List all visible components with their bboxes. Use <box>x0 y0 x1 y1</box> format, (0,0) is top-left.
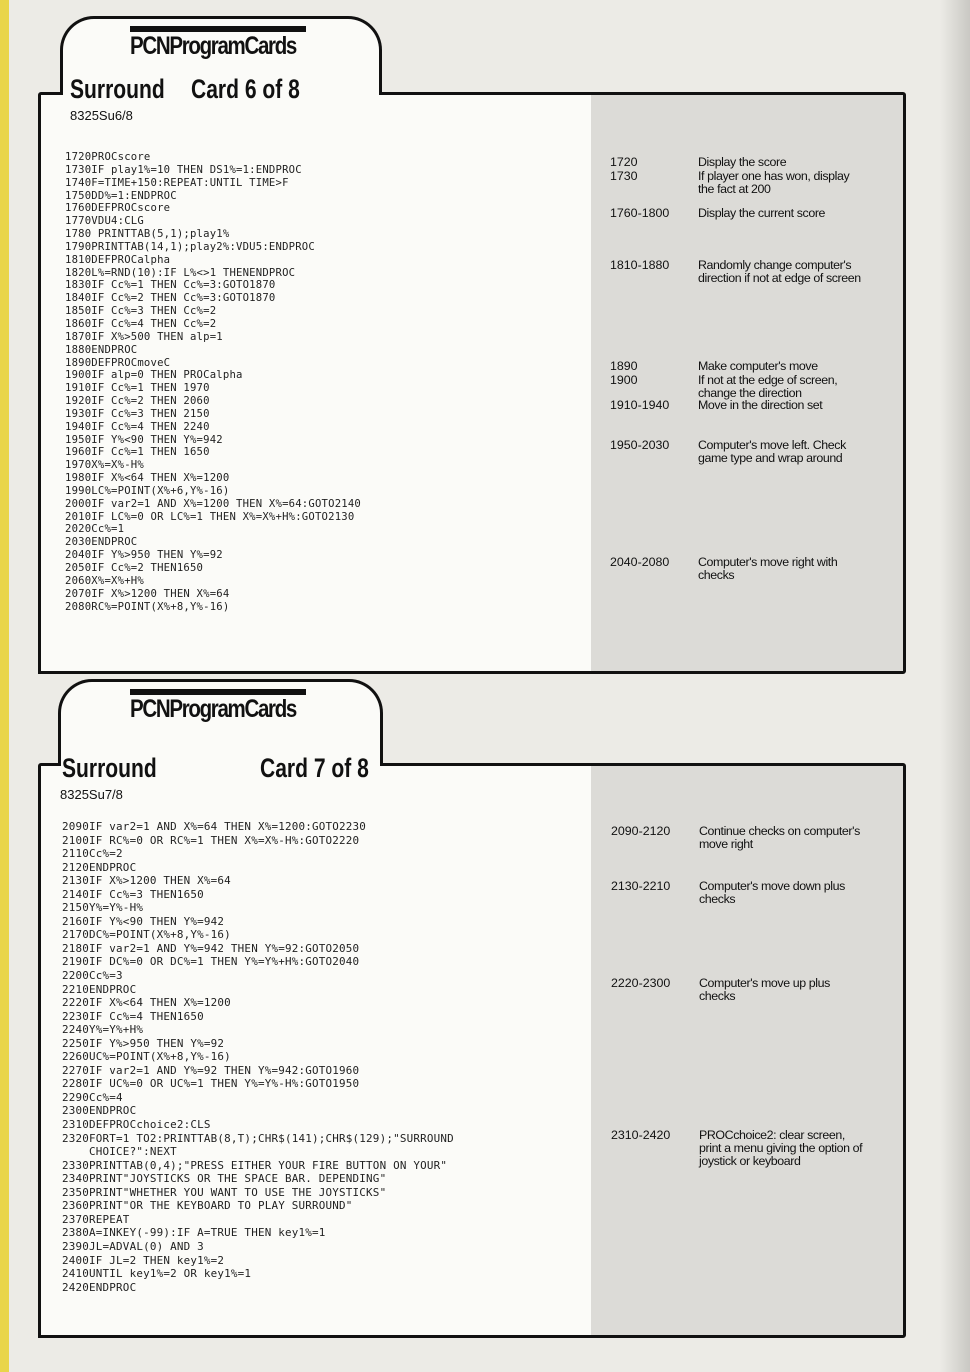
code-line: 1750DD%=1:ENDPROC <box>65 189 177 202</box>
description-line: Randomly change computer's <box>698 258 852 272</box>
line-range: 1890 <box>610 359 638 373</box>
code-line: 2090IF var2=1 AND X%=64 THEN X%=1200:GOTO2230 <box>62 820 367 833</box>
code-line: 1820L%=RND(10):IF L%<>1 THENENDPROC <box>65 266 296 279</box>
code-line: 2120ENDPROC <box>62 860 137 874</box>
line-description <box>699 977 879 1003</box>
code-line: 1940IF Cc%=4 THEN 2240 <box>65 420 210 433</box>
code-line: 1810DEFPROCalpha <box>65 253 171 266</box>
description-line: the fact at 200 <box>698 182 771 196</box>
code-line: 2290Cc%=4 <box>62 1090 123 1104</box>
code-line: 1850IF Cc%=3 THEN Cc%=2 <box>65 305 217 318</box>
code-line: 2410UNTIL key1%=2 OR key1%=1 <box>62 1267 252 1281</box>
line-description <box>698 170 878 196</box>
code-line: 1720PROCscore <box>65 151 151 163</box>
line-range: 1810-1880 <box>610 258 670 272</box>
code-line: 1910IF Cc%=1 THEN 1970 <box>65 382 210 395</box>
line-description <box>698 156 878 169</box>
code-line: 2400IF JL=2 THEN key1%=2 <box>62 1253 225 1267</box>
line-description <box>699 1129 879 1168</box>
line-range: 1900 <box>610 373 638 387</box>
code-line: 2060X%=X%+H% <box>65 574 144 587</box>
card-number: Card 6 of 8 <box>191 74 300 104</box>
line-range: 2310-2420 <box>611 1128 671 1142</box>
code-line: 2320FORT=1 TO2:PRINTTAB(8,T);CHR$(141);CHR$(129);"SURROUND <box>62 1131 454 1145</box>
code-line: 2420ENDPROC <box>62 1280 137 1294</box>
pcn-logo: PCNProgramCards <box>130 32 297 60</box>
code-line: 2340PRINT"JOYSTICKS OR THE SPACE BAR. DEPENDING" <box>62 1172 387 1186</box>
code-line: 2150Y%=Y%-H% <box>62 901 144 915</box>
description-line: If player one has won, display <box>698 169 850 183</box>
description-line: direction if not at edge of screen <box>698 271 861 285</box>
line-range: 2090-2120 <box>611 824 671 838</box>
code-line: 2230IF Cc%=4 THEN1650 <box>62 1009 204 1023</box>
program-listing <box>65 151 361 613</box>
line-description <box>698 374 878 400</box>
code-line: 2140IF Cc%=3 THEN1650 <box>62 887 204 901</box>
code-line: 2050IF Cc%=2 THEN1650 <box>65 562 204 574</box>
code-line: 1990LC%=POINT(X%+6,Y%-16) <box>65 484 230 497</box>
line-range: 1910-1940 <box>610 398 670 412</box>
description-line: Make computer's move <box>698 359 818 373</box>
code-line: 2210ENDPROC <box>62 982 137 996</box>
code-line: 2110Cc%=2 <box>62 847 123 861</box>
code-line: 1930IF Cc%=3 THEN 2150 <box>65 407 210 420</box>
code-line: 1950IF Y%<90 THEN Y%=942 <box>65 433 223 446</box>
code-line: 1760DEFPROCscore <box>65 202 171 215</box>
line-description <box>698 259 878 285</box>
description-line: game type and wrap around <box>698 451 843 465</box>
code-line: 2190IF DC%=0 OR DC%=1 THEN Y%=Y%+H%:GOTO2040 <box>62 955 360 969</box>
code-line: 2300ENDPROC <box>62 1104 137 1118</box>
code-line: 2160IF Y%<90 THEN Y%=942 <box>62 914 225 928</box>
code-line: 1740F=TIME+150:REPEAT:UNTIL TIME>F <box>65 176 289 189</box>
line-range: 1950-2030 <box>610 438 670 452</box>
code-line: 2180IF var2=1 AND Y%=942 THEN Y%=92:GOTO2050 <box>62 941 360 955</box>
code-line: 2220IF X%<64 THEN X%=1200 <box>62 996 231 1010</box>
code-line: 2360PRINT"OR THE KEYBOARD TO PLAY SURROUND" <box>62 1199 353 1213</box>
code-line: 1920IF Cc%=2 THEN 2060 <box>65 395 210 408</box>
code-line: 2350PRINT"WHETHER YOU WANT TO USE THE JOYSTICKS" <box>62 1185 387 1199</box>
description-line: move right <box>699 837 753 851</box>
code-line: 2310DEFPROCchoice2:CLS <box>62 1118 211 1132</box>
line-range: 2220-2300 <box>611 976 671 990</box>
description-line: Computer's move down plus <box>699 879 845 893</box>
line-range: 2040-2080 <box>610 555 670 569</box>
code-line: 1860IF Cc%=4 THEN Cc%=2 <box>65 317 217 330</box>
description-line: Computer's move up plus <box>699 976 830 990</box>
code-line: 2250IF Y%>950 THEN Y%=92 <box>62 1036 225 1050</box>
code-line: 1830IF Cc%=1 THEN Cc%=3:GOTO1870 <box>65 279 276 292</box>
description-line: Continue checks on computer's <box>699 824 860 838</box>
code-line: 1960IF Cc%=1 THEN 1650 <box>65 446 210 459</box>
description-line: Display the score <box>698 155 787 169</box>
code-line: 2000IF var2=1 AND X%=1200 THEN X%=64:GOTO2140 <box>65 497 362 510</box>
code-line: 2330PRINTTAB(0,4);"PRESS EITHER YOUR FIRE BUTTON ON YOUR" <box>62 1158 448 1172</box>
code-line: 2370REPEAT <box>62 1212 130 1226</box>
line-description <box>699 880 879 906</box>
page-fold-shadow <box>940 0 970 1372</box>
pcn-logo: PCNProgramCards <box>130 695 297 723</box>
code-line: 2080RC%=POINT(X%+8,Y%-16) <box>65 600 230 613</box>
code-line: 2040IF Y%>950 THEN Y%=92 <box>65 549 223 562</box>
description-line: PROCchoice2: clear screen, <box>699 1128 845 1142</box>
card-code-id: 8325Su6/8 <box>70 108 133 123</box>
line-range: 1760-1800 <box>610 206 670 220</box>
code-line: 2280IF UC%=0 OR UC%=1 THEN Y%=Y%-H%:GOTO1950 <box>62 1077 360 1091</box>
notes-panel <box>591 766 906 1335</box>
line-description <box>699 825 879 851</box>
code-line: 1980IF X%<64 THEN X%=1200 <box>65 472 230 485</box>
line-range: 1720 <box>610 155 638 169</box>
code-line: 2260UC%=POINT(X%+8,Y%-16) <box>62 1050 231 1064</box>
code-line: 1970X%=X%-H% <box>65 459 144 472</box>
line-description <box>698 556 878 582</box>
description-line: Move in the direction set <box>698 398 823 412</box>
code-line: 1840IF Cc%=2 THEN Cc%=3:GOTO1870 <box>65 292 276 305</box>
line-description <box>698 360 878 373</box>
description-line: Computer's move left. Check <box>698 438 846 452</box>
description-line: Display the current score <box>698 206 826 220</box>
line-range: 2130-2210 <box>611 879 671 893</box>
code-line: 1770VDU4:CLG <box>65 215 144 228</box>
code-line: 2070IF X%>1200 THEN X%=64 <box>65 587 230 600</box>
description-line: print a menu giving the option of <box>699 1141 863 1155</box>
program-card-7 <box>38 679 906 1338</box>
description-line: Computer's move right with <box>698 555 838 569</box>
line-description <box>698 207 878 220</box>
program-name: Surround <box>62 753 157 783</box>
program-card-6 <box>38 16 906 674</box>
code-line: 2380A=INKEY(-99):IF A=TRUE THEN key1%=1 <box>62 1226 326 1240</box>
code-line: 2240Y%=Y%+H% <box>62 1023 144 1037</box>
program-name: Surround <box>70 74 165 104</box>
description-line: joystick or keyboard <box>699 1154 801 1168</box>
code-line: 1900IF alp=0 THEN PROCalpha <box>65 369 243 382</box>
code-line: 1880ENDPROC <box>65 343 138 356</box>
line-description <box>698 399 878 412</box>
code-line: 2130IF X%>1200 THEN X%=64 <box>62 874 231 888</box>
code-line: 2010IF LC%=0 OR LC%=1 THEN X%=X%+H%:GOTO2130 <box>65 510 355 523</box>
description-line: checks <box>699 892 736 906</box>
code-line: 2030ENDPROC <box>65 536 138 549</box>
description-line: change the direction <box>698 386 802 400</box>
code-line: 2390JL=ADVAL(0) AND 3 <box>62 1239 204 1253</box>
code-line: 2200Cc%=3 <box>62 969 123 983</box>
code-line: 2100IF RC%=0 OR RC%=1 THEN X%=X%-H%:GOTO2220 <box>62 833 360 847</box>
description-line: checks <box>699 989 736 1003</box>
code-line: 1890DEFPROCmoveC <box>65 356 171 369</box>
code-line: 1780 PRINTTAB(5,1);play1% <box>65 228 230 241</box>
card-number: Card 7 of 8 <box>260 753 369 783</box>
code-line: 2170DC%=POINT(X%+8,Y%-16) <box>62 928 231 942</box>
description-line: If not at the edge of screen, <box>698 373 838 387</box>
code-line: 2270IF var2=1 AND Y%=92 THEN Y%=942:GOTO1960 <box>62 1063 360 1077</box>
page-edge <box>0 0 9 1372</box>
line-description <box>698 439 878 465</box>
code-line: 1870IF X%>500 THEN alp=1 <box>65 330 223 343</box>
code-line: CHOICE?":NEXT <box>62 1145 177 1159</box>
description-line: checks <box>698 568 735 582</box>
code-line: 2020Cc%=1 <box>65 523 125 536</box>
code-line: 1730IF play1%=10 THEN DS1%=1:ENDPROC <box>65 163 302 176</box>
card-code-id: 8325Su7/8 <box>60 787 123 802</box>
line-range: 1730 <box>610 169 638 183</box>
program-listing <box>62 820 454 1294</box>
code-line: 1790PRINTTAB(14,1);play2%:VDU5:ENDPROC <box>65 240 315 253</box>
